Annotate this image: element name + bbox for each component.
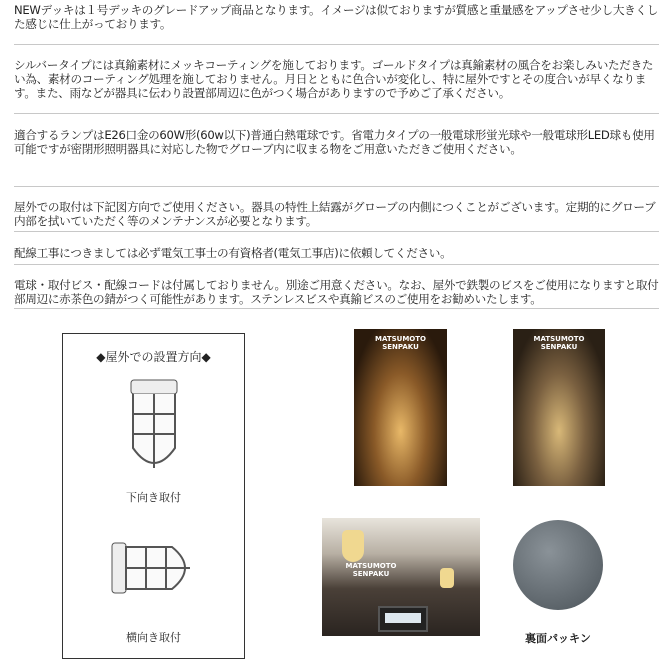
divider — [14, 44, 659, 45]
accessories-text: 電球・取付ビス・配線コードは付属しておりません。別途ご用意ください。なお、屋外で鉄製のビスをご使用になりますと取付部周辺に赤茶色の錆がつく可能性があります。ステンレスビスや真鍮ビスのご使用をお勧めいたします。 — [14, 278, 659, 306]
installation-diagram — [62, 333, 245, 659]
diagram-title: ◆屋外での設置方向◆ — [96, 350, 211, 364]
divider — [14, 186, 659, 187]
divider — [14, 231, 659, 232]
intro-text: NEWデッキは１号デッキのグレードアップ商品となります。イメージは似ておりますが質感と重量感をアップさせ少し大きくした感じに仕上がっております。 — [14, 3, 659, 31]
lamp-glow — [342, 530, 364, 562]
back-packing-photo — [513, 520, 603, 610]
brand-text: MATSUMOTO SENPAKU — [533, 335, 585, 351]
divider — [14, 264, 659, 265]
silver-lamp-photo — [513, 329, 605, 486]
gold-lamp-photo — [354, 329, 447, 486]
packing-label: 裏面パッキン — [525, 632, 591, 645]
divider — [14, 308, 659, 309]
brand-text: MATSUMOTO SENPAKU — [345, 562, 397, 578]
downward-lamp-icon — [125, 378, 183, 478]
material-text: シルバータイプには真鍮素材にメッキコーティングを施しております。ゴールドタイプは真鍮素材の風合をお楽しみいただきたい為、素材のコーティング処理を施しておりません。月日とともに色合いが変化し、特に屋外ですとその度合いが早くなります。また、雨などが器具に伝わり設置部周辺に色がつく場合がありますので予めご了承ください。 — [14, 58, 654, 100]
lamp-text: 適合するランプはE26口金の60W形(60w以下)普通白熱電球です。省電力タイプの一般電球形蛍光球や一般電球形LED球も使用可能ですが密閉形照明器具に対応した物でグローブ内に収まる物をご用意いただきご使用ください。 — [14, 128, 655, 156]
divider — [14, 113, 659, 114]
outdoor-text: 屋外での取付は下記図方向でご使用ください。器具の特性上結露がグローブの内側につくことがございます。定期的にグローブ内部を拭いていただく等のメンテナンスが必要となります。 — [14, 200, 656, 228]
installed-lamp-photo — [322, 518, 480, 636]
wiring-text: 配線工事につきましては必ず電気工事士の有資格者(電気工事店)に依頼してください。 — [14, 246, 452, 260]
downward-label: 下向き取付 — [126, 491, 181, 504]
window — [378, 606, 428, 632]
sideways-lamp-icon — [110, 539, 200, 599]
brand-text: MATSUMOTO SENPAKU — [375, 335, 426, 351]
sideways-label: 横向き取付 — [126, 631, 181, 644]
